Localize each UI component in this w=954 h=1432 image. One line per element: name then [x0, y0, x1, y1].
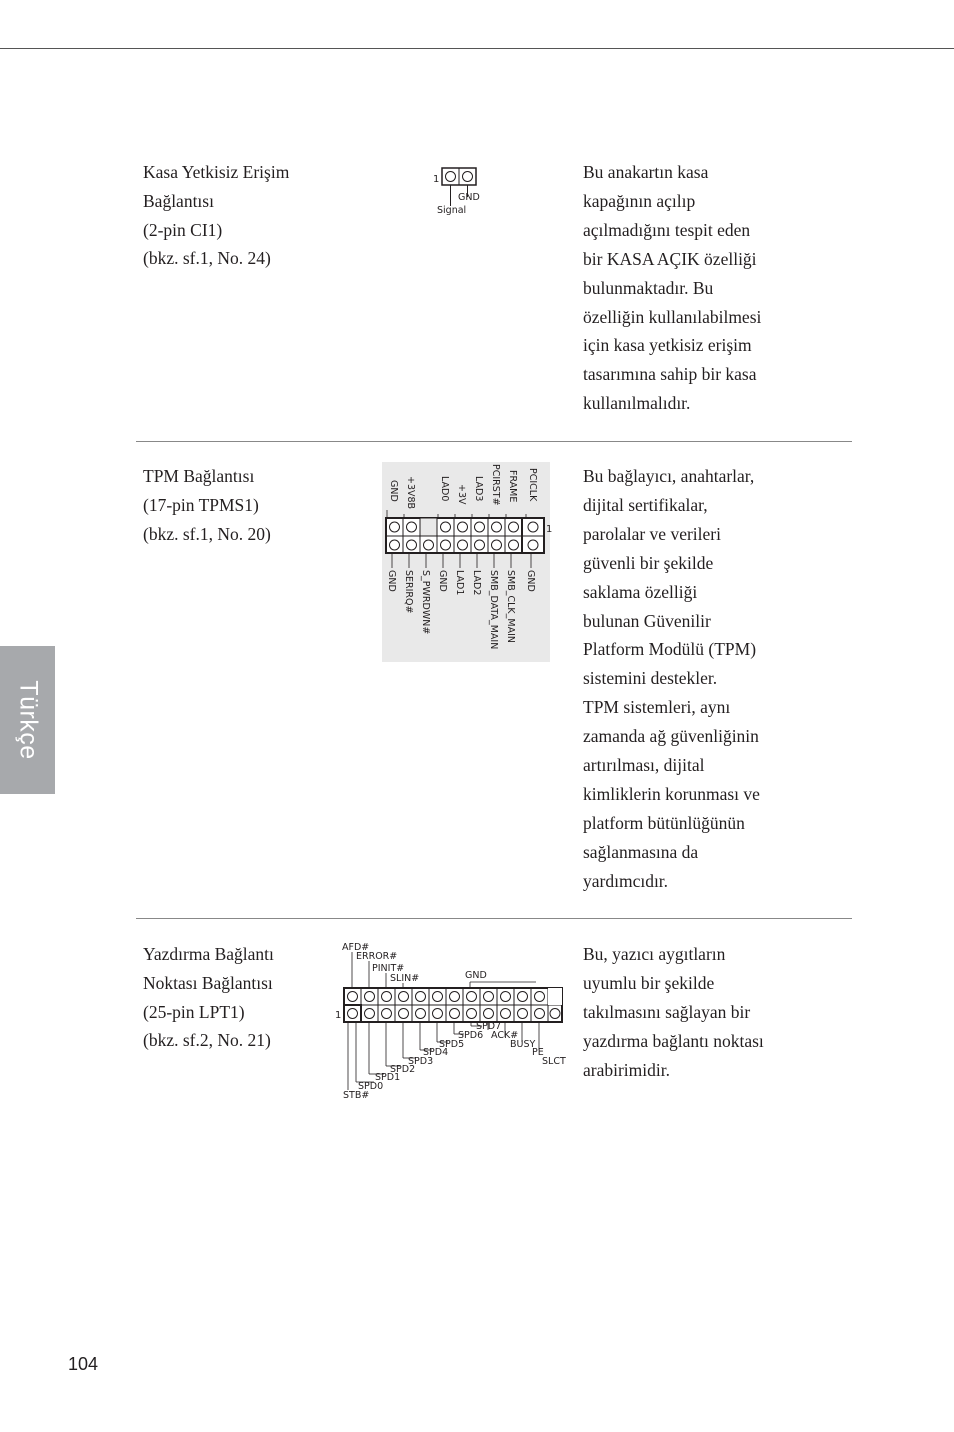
tpm-bottom-label: SMB_DATA_MAIN: [488, 570, 499, 650]
tpm-desc-line: kimliklerin korunması ve: [583, 783, 760, 804]
ci1-description: [583, 158, 823, 418]
ci1-pin-diagram: [428, 162, 498, 220]
tpm-desc-line: dijital sertifikalar,: [583, 494, 708, 515]
tpm-description: [583, 462, 823, 896]
tpm-desc-line: sistemini destekler.: [583, 668, 718, 689]
tpm-top-label: GND: [388, 480, 399, 502]
lpt1-top-label: ERROR#: [356, 951, 398, 962]
lpt1-bottom-label: SPD2: [390, 1064, 416, 1075]
tpm-top-label: LAD3: [473, 476, 484, 502]
tpm-bottom-label: LAD1: [454, 570, 465, 596]
lpt1-bottom-label: SPD1: [375, 1072, 401, 1083]
tpm-pin1-label: 1: [546, 524, 553, 535]
tpm-desc-line: parolalar ve verileri: [583, 523, 721, 544]
ci1-desc-line: kapağının açılıp: [583, 190, 696, 211]
tpm-desc-line: güvenli bir şekilde: [583, 552, 714, 573]
tpm-bottom-label: S_PWRDWN#: [420, 570, 431, 635]
section-divider: [136, 918, 852, 919]
tpm-bottom-label: GND: [386, 570, 397, 592]
tpm-pin-diagram: [382, 462, 553, 662]
tpm-desc-line: yardımcıdır.: [583, 870, 669, 891]
lpt1-bottom-label: ACK#: [491, 1030, 519, 1041]
ci1-title-line: (2-pin CI1): [143, 219, 223, 240]
tpm-bottom-label: GND: [525, 570, 536, 592]
language-tab: [0, 646, 55, 794]
tpm-top-label: +3V: [456, 484, 467, 505]
tpm-top-label: PCICLK: [527, 468, 538, 502]
tpm-title-line: (17-pin TPMS1): [143, 494, 259, 515]
tpm-desc-line: zamanda ağ güvenliğinin: [583, 726, 759, 747]
ci1-title-line: Bağlantısı: [143, 190, 214, 211]
lpt1-description: [583, 940, 823, 1085]
lpt1-bottom-label: SPD0: [358, 1081, 384, 1092]
lpt1-bottom-label: SPD5: [439, 1039, 465, 1050]
ci1-desc-line: özelliğin kullanılabilmesi: [583, 306, 762, 327]
tpm-top-label: +3V8B: [405, 476, 416, 510]
lpt1-bottom-label: PE: [532, 1047, 544, 1058]
top-rule: [0, 48, 954, 49]
lpt1-bottom-label: BUSY: [510, 1039, 536, 1050]
ci1-title: [143, 158, 343, 273]
tpm-title-line: (bkz. sf.1, No. 20): [143, 523, 271, 544]
tpm-bottom-label: GND: [437, 570, 448, 592]
lpt1-desc-line: uyumlu bir şekilde: [583, 972, 715, 993]
lpt1-bottom-label: STB#: [343, 1090, 370, 1101]
ci1-desc-line: Bu anakartın kasa: [583, 162, 709, 182]
lpt1-pin-diagram: [334, 938, 570, 1102]
tpm-desc-line: bulunan Güvenilir: [583, 610, 711, 631]
lpt1-desc-line: yazdırma bağlantı noktası: [583, 1030, 764, 1051]
tpm-title: [143, 462, 343, 548]
ci1-desc-line: tasarımına sahip bir kasa: [583, 364, 757, 385]
lpt1-desc-line: Bu, yazıcı aygıtların: [583, 944, 726, 964]
lpt1-title-line: Noktası Bağlantısı: [143, 972, 273, 993]
page-number: 104: [68, 1354, 99, 1374]
tpm-bottom-label: LAD2: [471, 570, 482, 596]
lpt1-bottom-label: SPD7: [476, 1021, 502, 1032]
lpt1-top-label: SLIN#: [390, 973, 420, 984]
lpt1-bottom-label: SPD6: [458, 1030, 484, 1041]
lpt1-title-line: (bkz. sf.2, No. 21): [143, 1030, 271, 1051]
lpt1-desc-line: arabirimidir.: [583, 1059, 670, 1080]
lpt1-top-label: GND: [465, 970, 487, 981]
lpt1-bottom-label: SLCT: [542, 1056, 566, 1067]
ci1-desc-line: açılmadığını tespit eden: [583, 219, 751, 240]
ci1-title-line: Kasa Yetkisiz Erişim: [143, 162, 290, 182]
ci1-signal-label: Signal: [437, 205, 467, 216]
lpt1-title: [143, 940, 343, 1055]
ci1-desc-line: bir KASA AÇIK özelliği: [583, 248, 757, 269]
ci1-desc-line: için kasa yetkisiz erişim: [583, 335, 752, 356]
ci1-desc-line: bulunmaktadır. Bu: [583, 277, 714, 298]
lpt1-title-line: Yazdırma Bağlantı: [143, 944, 274, 964]
tpm-desc-line: TPM sistemleri, aynı: [583, 697, 731, 718]
lpt1-title-line: (25-pin LPT1): [143, 1001, 245, 1022]
tpm-top-label: FRAME: [507, 470, 518, 503]
lpt1-bottom-label: SPD4: [423, 1047, 449, 1058]
tpm-title-line: TPM Bağlantısı: [143, 466, 255, 486]
lpt1-pin1-label: 1: [335, 1010, 342, 1021]
tpm-desc-line: artırılması, dijital: [583, 755, 705, 776]
tpm-desc-line: sağlanmasına da: [583, 841, 699, 862]
tpm-bottom-label: SERIRQ#: [403, 570, 414, 614]
ci1-gnd-label: GND: [458, 192, 480, 203]
ci1-desc-line: kullanılmalıdır.: [583, 393, 691, 414]
lpt1-desc-line: takılmasını sağlayan bir: [583, 1001, 751, 1022]
tpm-desc-line: platform bütünlüğünün: [583, 812, 745, 833]
tpm-desc-line: saklama özelliği: [583, 581, 698, 602]
ci1-pin1-label: 1: [433, 174, 440, 185]
section-divider: [136, 441, 852, 442]
lpt1-top-label: AFD#: [342, 942, 370, 953]
tpm-top-label: PCIRST#: [490, 464, 501, 506]
tpm-desc-line: Bu bağlayıcı, anahtarlar,: [583, 466, 755, 486]
tpm-top-label: LAD0: [439, 476, 450, 502]
ci1-title-line: (bkz. sf.1, No. 24): [143, 248, 271, 269]
lpt1-bottom-label: SPD3: [408, 1056, 434, 1067]
tpm-bottom-label: SMB_CLK_MAIN: [505, 570, 516, 644]
language-tab-label: Türkçe: [14, 680, 42, 760]
tpm-desc-line: Platform Modülü (TPM): [583, 639, 757, 660]
lpt1-top-label: PINIT#: [372, 963, 405, 974]
